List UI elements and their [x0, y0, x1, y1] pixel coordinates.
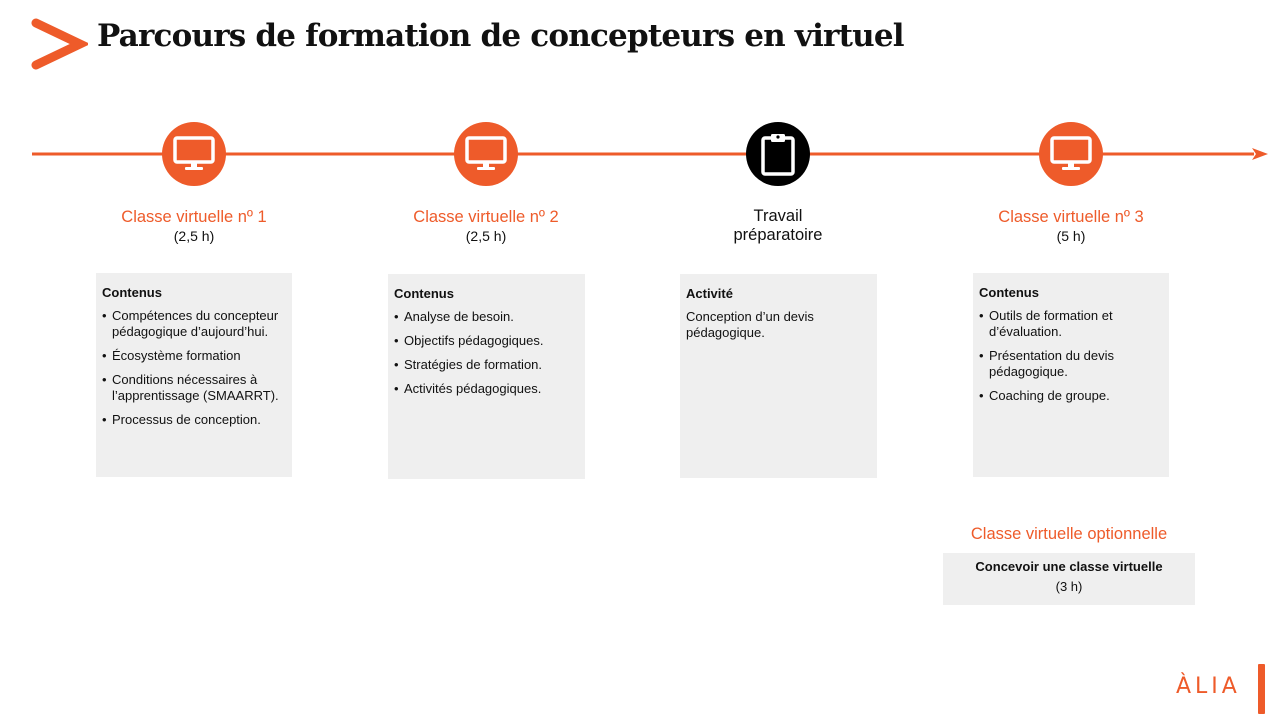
clipboard-icon: [760, 132, 796, 176]
step-1-name: Classe virtuelle nº 1: [121, 208, 267, 226]
brand-logo: [1176, 664, 1276, 716]
logo-text: ÀLIA: [1176, 674, 1241, 699]
step-2-duration: (2,5 h): [465, 228, 507, 244]
list-item: • Stratégies de formation.: [394, 357, 579, 373]
logo-bar: [1258, 664, 1265, 714]
step-4-label: [951, 208, 1191, 246]
step-2-box-heading: Contenus: [394, 286, 454, 301]
step-4-name: Classe virtuelle nº 3: [998, 208, 1144, 226]
list-item: • Compétences du concepteur pédagogique d’aujourd’hui.: [102, 308, 286, 340]
step-4-content-box: [973, 273, 1169, 477]
step-1-box-heading: Contenus: [102, 285, 162, 300]
list-item: • Objectifs pédagogiques.: [394, 333, 579, 349]
step-1-label: [74, 208, 314, 246]
step-4-box-heading: Contenus: [979, 285, 1039, 300]
list-item: • Conditions nécessaires à l’apprentissage (SMAARRT).: [102, 372, 286, 404]
list-item: • Coaching de groupe.: [979, 388, 1163, 404]
list-item: • Processus de conception.: [102, 412, 286, 428]
step-1-list: [102, 308, 286, 428]
optional-class-duration: (3 h): [1055, 579, 1083, 594]
step-4-list: [979, 308, 1163, 404]
monitor-icon: [464, 136, 508, 172]
page-title: Parcours de formation de concepteurs en virtuel: [97, 18, 904, 54]
optional-class-title: Classe virtuelle optionnelle: [970, 525, 1168, 543]
list-item: • Écosystème formation: [102, 348, 286, 364]
step-2-node: [454, 122, 518, 186]
step-1-duration: (2,5 h): [173, 228, 215, 244]
list-item: • Analyse de besoin.: [394, 309, 579, 325]
monitor-icon: [1049, 136, 1093, 172]
monitor-icon: [172, 136, 216, 172]
step-1-content-box: [96, 273, 292, 477]
optional-class-subject: Concevoir une classe virtuelle: [975, 559, 1163, 574]
step-3-activity-text: Conception d’un devis pédagogique.: [686, 309, 814, 340]
step-3-node: [746, 122, 810, 186]
list-item: • Activités pédagogiques.: [394, 381, 579, 397]
optional-class-box: [943, 553, 1195, 605]
list-item: • Présentation du devis pédagogique.: [979, 348, 1163, 380]
step-2-label: [366, 208, 606, 246]
chevron-logo-icon: [30, 18, 88, 70]
step-4-duration: (5 h): [1056, 228, 1086, 244]
step-1-node: [162, 122, 226, 186]
list-item: • Outils de formation et d’évaluation.: [979, 308, 1163, 340]
step-3-label: [658, 207, 898, 245]
step-3-name-line1: Travail: [753, 207, 803, 225]
step-3-box-heading: Activité: [686, 286, 733, 301]
step-3-name-line2: préparatoire: [733, 226, 823, 244]
step-4-node: [1039, 122, 1103, 186]
step-2-name: Classe virtuelle nº 2: [413, 208, 559, 226]
step-3-content-box: [680, 274, 877, 478]
step-2-content-box: [388, 274, 585, 479]
step-2-list: [394, 309, 579, 397]
